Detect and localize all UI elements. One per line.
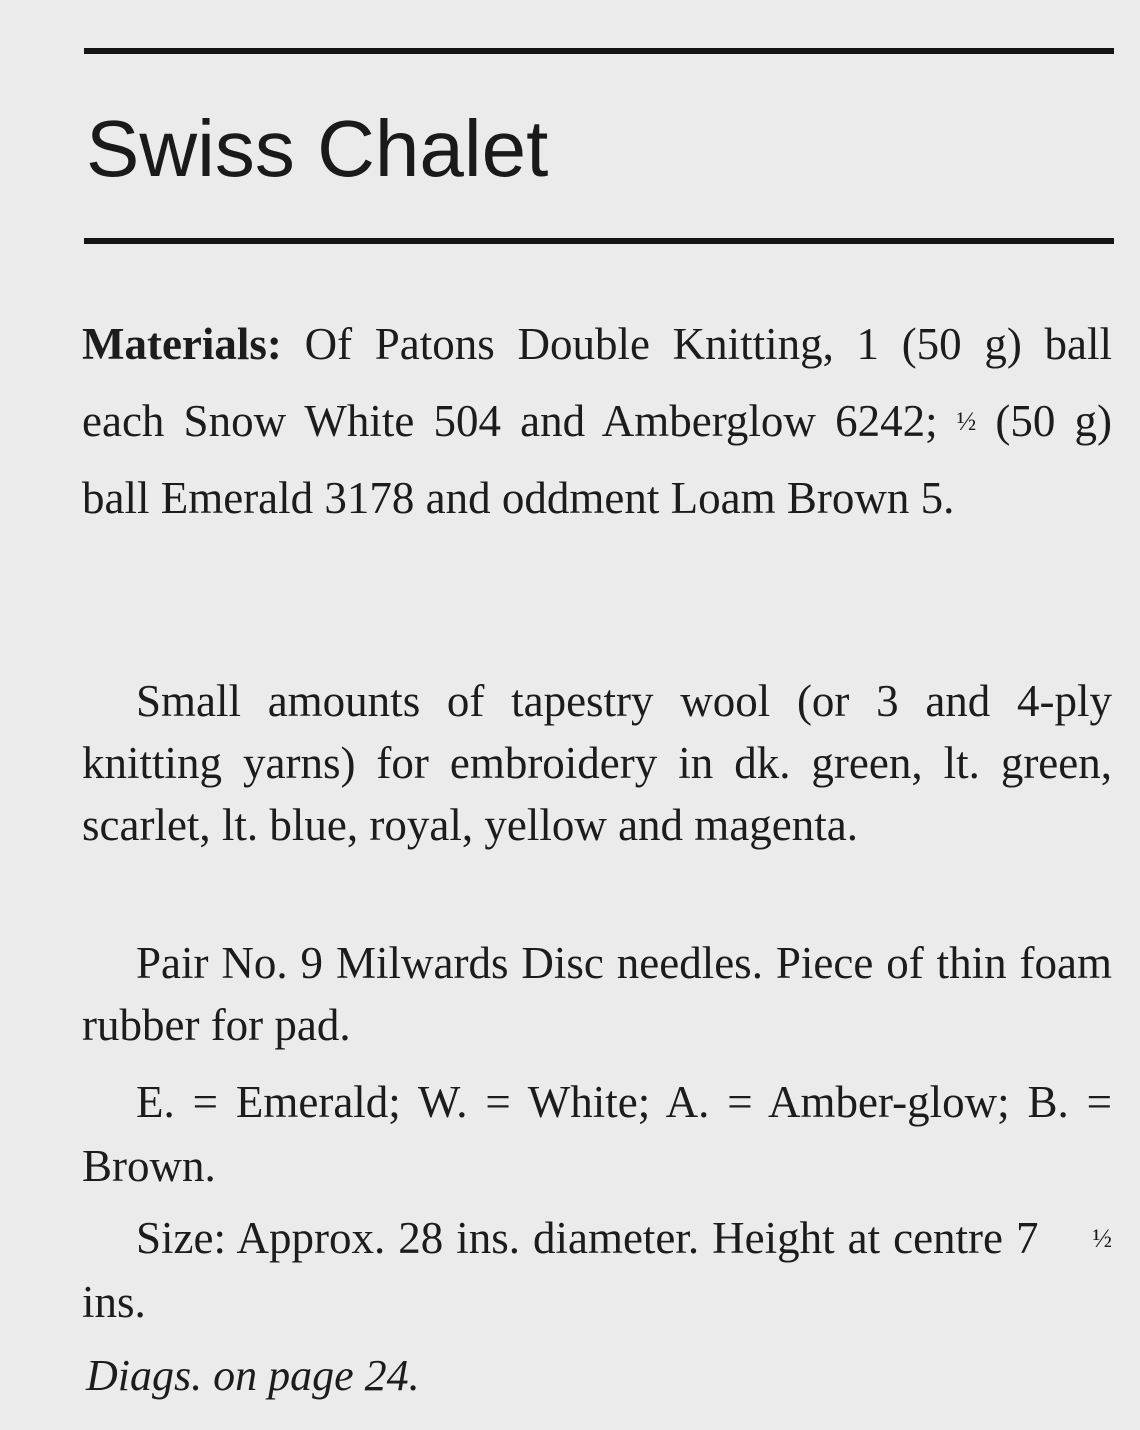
bottom-rule: [84, 238, 1114, 244]
materials-paragraph: [82, 306, 1112, 537]
diagrams-reference: Diags. on page 24.: [86, 1351, 420, 1400]
materials-fraction: ½: [956, 407, 977, 436]
materials-label: Materials:: [82, 319, 282, 369]
top-rule: [84, 48, 1114, 54]
embroidery-paragraph: Small amounts of tapestry wool (or 3 and 4-ply knitting yarns) for embroidery in dk. green, lt. green, scarlet, lt. blue, royal, yellow and magenta.: [82, 676, 1112, 850]
abbreviations-paragraph: E. = Emerald; W. = White; A. = Amber-glow; B. = Brown.: [82, 1077, 1112, 1191]
size-text-2: ins.: [82, 1277, 146, 1327]
size-text-1: Size: Approx. 28 ins. diameter. Height at centre 7: [136, 1213, 1039, 1263]
size-paragraph: [82, 1206, 1112, 1334]
materials-text-1: Of Patons Double Knitting, 1 (50 g) ball each Snow White 504 and Amberglow 6242;: [82, 319, 1112, 446]
size-fraction: ½: [1092, 1224, 1112, 1253]
materials-text-2: (50 g) ball Emerald 3178 and oddment Loam Brown 5.: [82, 396, 1112, 523]
pattern-title: Swiss Chalet: [86, 104, 549, 193]
needles-paragraph: Pair No. 9 Milwards Disc needles. Piece of thin foam rubber for pad.: [82, 938, 1112, 1050]
